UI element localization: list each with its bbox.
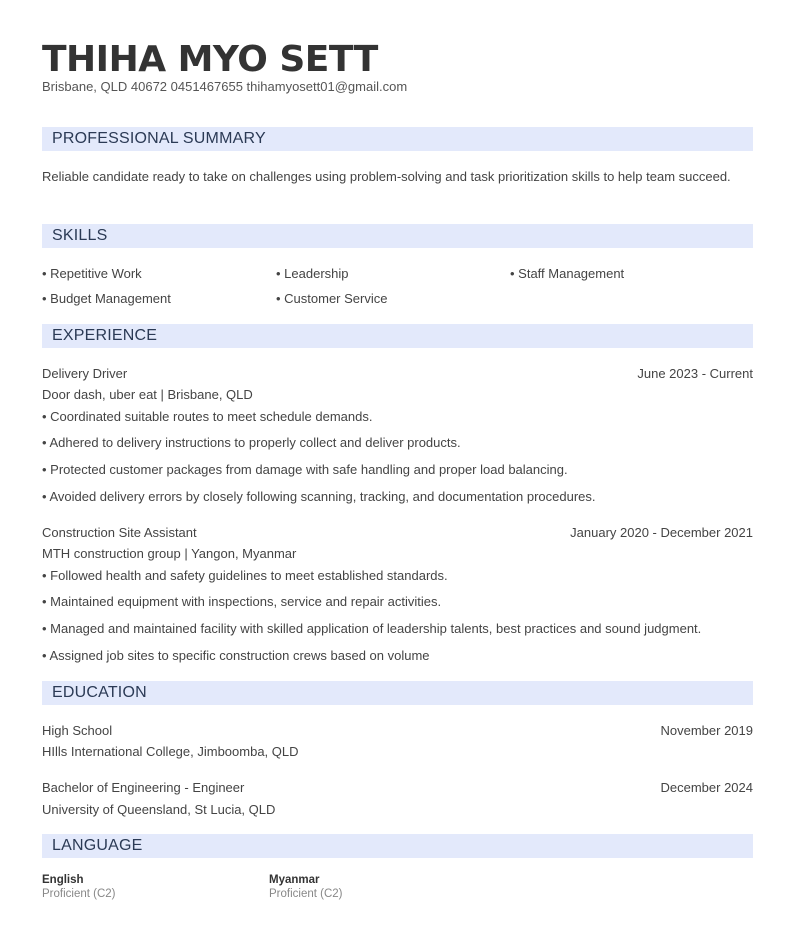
education-date: November 2019 [660, 723, 753, 738]
language-name: English [42, 874, 84, 886]
skill-item: • Leadership [276, 266, 349, 281]
summary-section-header [42, 127, 753, 151]
job-bullet: • Protected customer packages from damage with safe handling and proper load balancing. [42, 462, 568, 477]
summary-heading: PROFESSIONAL SUMMARY [52, 130, 266, 147]
job-company: MTH construction group | Yangon, Myanmar [42, 546, 297, 561]
skill-item: • Staff Management [510, 266, 625, 281]
job-bullet: • Assigned job sites to specific construction crews based on volume [42, 648, 430, 663]
language-level: Proficient (C2) [269, 888, 343, 900]
experience-section-header [42, 324, 753, 348]
summary-text: Reliable candidate ready to take on challenges using problem-solving and task prioritization skills to help team succeed. [42, 169, 731, 184]
education-school: HIlls International College, Jimboomba, QLD [42, 744, 299, 759]
skill-item: • Budget Management [42, 291, 171, 306]
education-section-header [42, 681, 753, 705]
experience-heading: EXPERIENCE [52, 327, 158, 344]
education-heading: EDUCATION [52, 684, 147, 701]
job-dates: January 2020 - December 2021 [570, 525, 753, 540]
education-degree: Bachelor of Engineering - Engineer [42, 780, 245, 795]
job-title: Delivery Driver [42, 366, 128, 381]
skill-item: • Customer Service [276, 291, 388, 306]
job-bullet: • Avoided delivery errors by closely following scanning, tracking, and documentation procedures. [42, 489, 596, 504]
skill-item: • Repetitive Work [42, 266, 142, 281]
job-bullet: • Adhered to delivery instructions to properly collect and deliver products. [42, 435, 461, 450]
job-bullet: • Maintained equipment with inspections, service and repair activities. [42, 594, 442, 609]
job-bullet: • Managed and maintained facility with skilled application of leadership talents, best practices and sound judgment. [42, 621, 702, 636]
job-bullet: • Coordinated suitable routes to meet schedule demands. [42, 409, 373, 424]
skills-section-header [42, 224, 753, 248]
education-date: December 2024 [660, 780, 753, 795]
language-section-header [42, 834, 753, 858]
contact-line: Brisbane, QLD 40672 0451467655 thihamyosett01@gmail.com [42, 79, 408, 94]
job-company: Door dash, uber eat | Brisbane, QLD [42, 387, 253, 402]
skills-heading: SKILLS [52, 227, 108, 244]
language-level: Proficient (C2) [42, 888, 116, 900]
job-title: Construction Site Assistant [42, 525, 197, 540]
language-heading: LANGUAGE [52, 837, 143, 854]
education-school: University of Queensland, St Lucia, QLD [42, 802, 276, 817]
job-bullet: • Followed health and safety guidelines to meet established standards. [42, 568, 448, 583]
job-dates: June 2023 - Current [637, 366, 753, 381]
language-name: Myanmar [269, 874, 320, 886]
education-degree: High School [42, 723, 113, 738]
candidate-name: THIHA MYO SETT [42, 39, 378, 80]
